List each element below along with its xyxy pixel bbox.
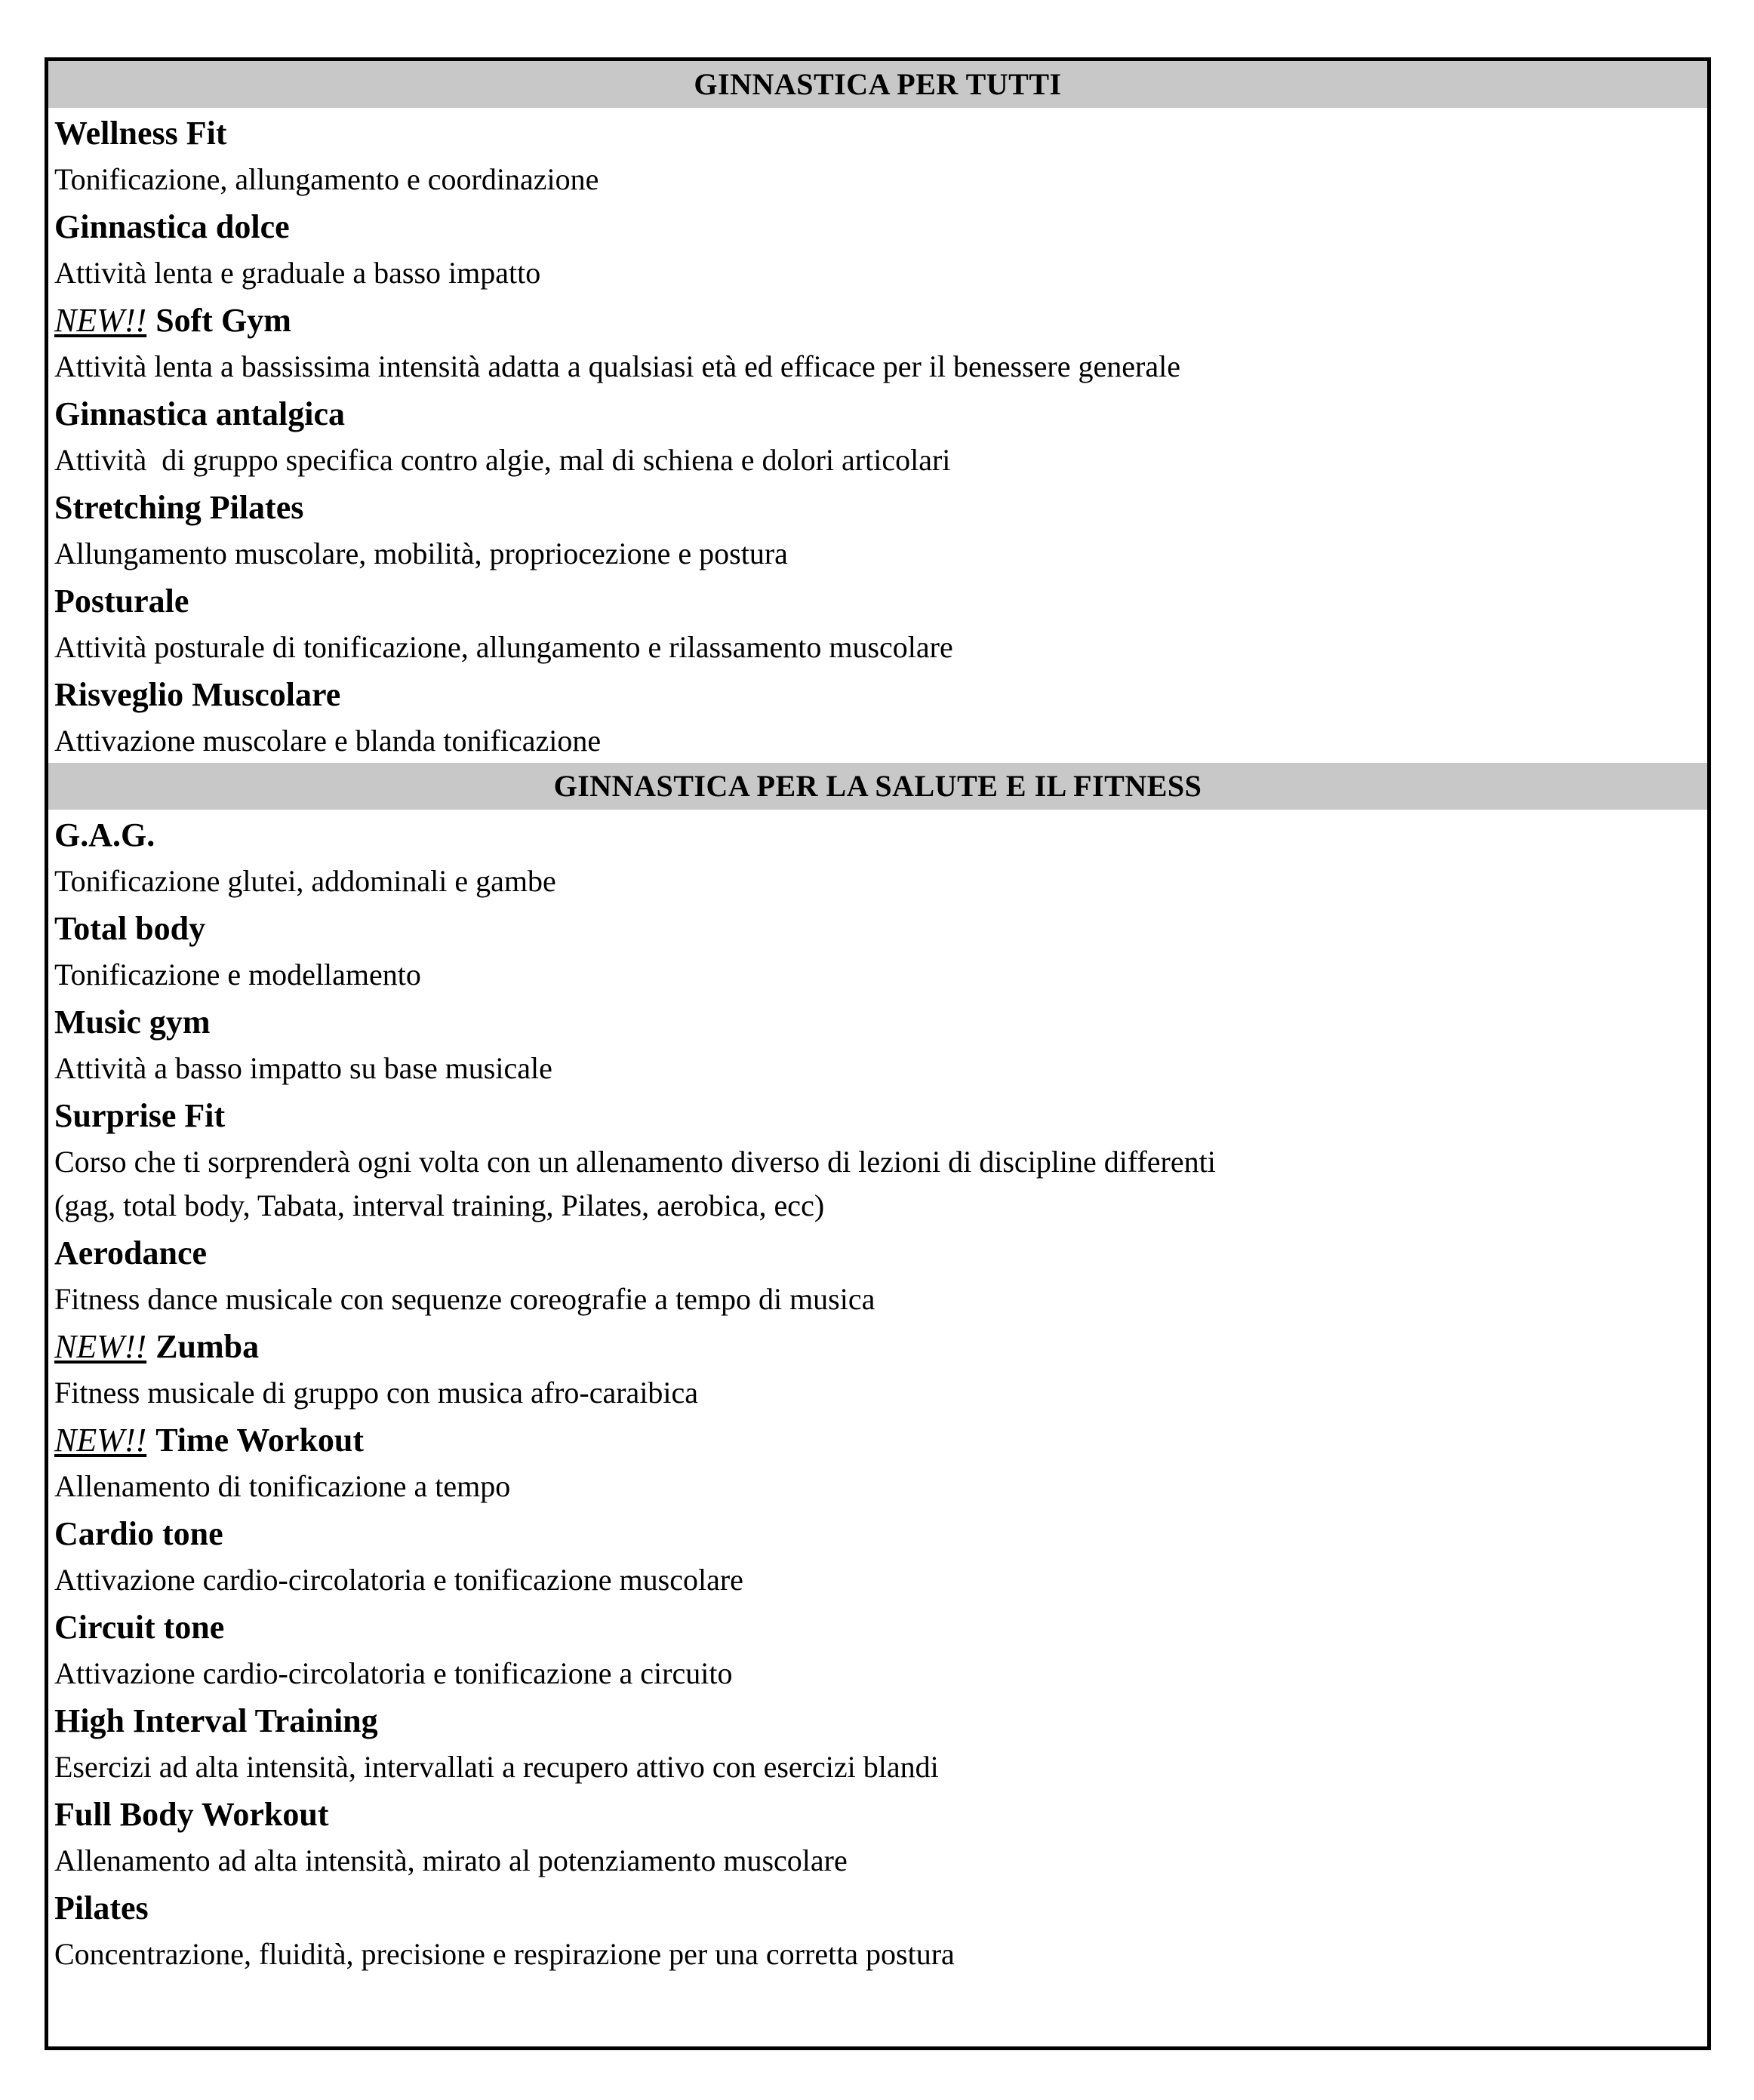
section-header-salute-fitness: GINNASTICA PER LA SALUTE E IL FITNESS — [48, 763, 1707, 810]
entry-desc: Concentrazione, fluidità, precisione e respirazione per una corretta postura — [54, 1937, 955, 1971]
entry-name: Surprise Fit — [54, 1097, 226, 1134]
entry-name: Music gym — [54, 1004, 211, 1041]
entry-desc: Allungamento muscolare, mobilità, propriocezione e postura — [54, 537, 788, 570]
entry-desc: Attività a basso impatto su base musicale — [54, 1051, 552, 1085]
entry-time-workout — [48, 1415, 1707, 1508]
entry-name: Ginnastica dolce — [54, 208, 290, 245]
entry-desc: Attivazione muscolare e blanda tonificazione — [54, 724, 602, 758]
entry-desc: Allenamento ad alta intensità, mirato al potenziamento muscolare — [54, 1843, 848, 1877]
entry-name: Aerodance — [54, 1234, 208, 1271]
entry-desc: Attività lenta e graduale a basso impatto — [54, 256, 541, 290]
entry-desc: Tonificazione e modellamento — [54, 958, 421, 992]
entry-desc: Corso che ti sorprenderà ogni volta con un allenamento diverso di lezioni di discipline differenti — [54, 1145, 1216, 1179]
entry-desc: Attività lenta a bassissima intensità adatta a qualsiasi età ed efficace per il benessere generale — [54, 349, 1180, 383]
entry-name: G.A.G. — [54, 816, 155, 853]
entry-music-gym — [48, 997, 1707, 1090]
entry-desc: Tonificazione glutei, addominali e gambe — [54, 864, 556, 898]
entry-desc: Tonificazione, allungamento e coordinazione — [54, 162, 599, 196]
entry-circuit-tone — [48, 1602, 1707, 1696]
entry-name: Posturale — [54, 583, 189, 620]
course-table — [45, 57, 1711, 2050]
entry-desc: Attivazione cardio-circolatoria e tonificazione a circuito — [54, 1656, 733, 1690]
entry-desc: Allenamento di tonificazione a tempo — [54, 1469, 511, 1503]
entry-wellness-fit — [48, 108, 1707, 201]
entry-name: Cardio tone — [54, 1515, 223, 1552]
entry-name: Risveglio Muscolare — [54, 676, 341, 713]
entry-aerodance — [48, 1228, 1707, 1321]
entry-ginnastica-antalgica — [48, 389, 1707, 482]
entry-name: NEW!! Zumba — [54, 1328, 260, 1365]
entry-desc: Fitness musicale di gruppo con musica afro-caraibica — [54, 1376, 699, 1410]
section-header-ginnastica-per-tutti: GINNASTICA PER TUTTI — [48, 61, 1707, 108]
entry-desc-continued: (gag, total body, Tabata, interval training, Pilates, aerobica, ecc) — [54, 1188, 825, 1222]
entry-high-interval-training — [48, 1696, 1707, 1789]
entry-ginnastica-dolce — [48, 201, 1707, 295]
new-badge: NEW!! — [54, 1422, 147, 1459]
entry-name: Full Body Workout — [54, 1796, 329, 1833]
entry-posturale — [48, 576, 1707, 669]
entry-desc: Attivazione cardio-circolatoria e tonificazione muscolare — [54, 1563, 743, 1597]
entry-name: Pilates — [54, 1889, 149, 1926]
entry-name: Total body — [54, 910, 206, 947]
entry-zumba — [48, 1321, 1707, 1415]
new-badge: NEW!! — [54, 1328, 147, 1365]
entry-name: High Interval Training — [54, 1702, 378, 1739]
entry-desc: Esercizi ad alta intensità, intervallati a recupero attivo con esercizi blandi — [54, 1750, 939, 1784]
entry-risveglio-muscolare — [48, 669, 1707, 763]
entry-stretching-pilates — [48, 482, 1707, 576]
entry-total-body — [48, 903, 1707, 997]
entry-name: Stretching Pilates — [54, 489, 304, 526]
entry-name: Wellness Fit — [54, 115, 227, 152]
entry-pilates — [48, 1883, 1707, 1976]
new-badge: NEW!! — [54, 302, 147, 339]
entry-full-body-workout — [48, 1789, 1707, 1883]
entry-desc: Fitness dance musicale con sequenze coreografie a tempo di musica — [54, 1282, 875, 1316]
entry-name: Ginnastica antalgica — [54, 395, 346, 432]
entry-surprise-fit — [48, 1090, 1707, 1228]
entry-name: Circuit tone — [54, 1609, 225, 1646]
entry-desc: Attività posturale di tonificazione, allungamento e rilassamento muscolare — [54, 630, 953, 664]
entry-soft-gym — [48, 295, 1707, 389]
entry-name: NEW!! Soft Gym — [54, 302, 291, 339]
entry-gag — [48, 810, 1707, 903]
entry-cardio-tone — [48, 1508, 1707, 1602]
entry-name: NEW!! Time Workout — [54, 1422, 365, 1459]
entry-desc: Attività di gruppo specifica contro algie, mal di schiena e dolori articolari — [54, 443, 951, 477]
